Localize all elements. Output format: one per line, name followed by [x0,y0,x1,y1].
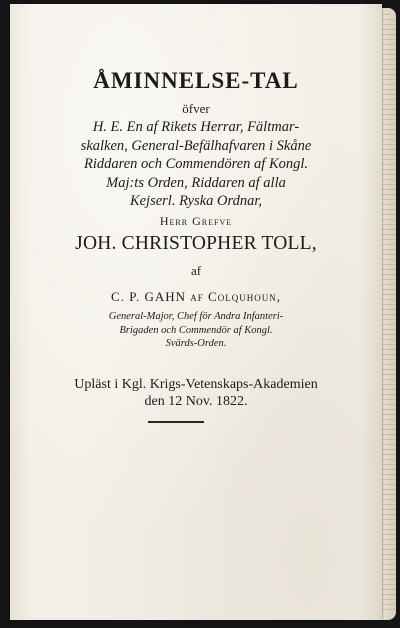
title-page [10,4,382,620]
reading-line: den 12 Nov. 1822. [144,394,248,409]
honoree-description [10,118,382,211]
description-line: skalken, General-Befälhafvaren i Skåne [80,137,312,154]
subtitle-word: öfver [182,101,210,116]
author-name: C. P. GAHN [111,289,187,304]
description-line: Maj:ts Orden, Riddaren af alla [106,174,286,191]
decorative-rule [148,421,204,423]
author-line [10,289,382,305]
author-description-line: Brigaden och Commendör af Kongl. [119,324,273,336]
author-description [10,310,382,351]
by-word: af [190,263,202,278]
reading-line: Upläst i Kgl. Krigs-Vetenskaps-Akademien [74,377,318,392]
description-line: Riddaren och Commendören af Kongl. [83,156,309,172]
subject-name: JOH. CHRISTOPHER TOLL, [75,233,317,254]
reading-note [10,376,382,410]
description-line: H. E. En af Rikets Herrar, Fältmar- [92,119,300,135]
description-line: Kejserl. Ryska Ordnar, [129,193,263,209]
author-description-line: General-Major, Chef för Andra Infanteri- [108,311,284,322]
author-description-line: Svärds-Orden. [165,338,227,349]
honorific: Herr Grefve [159,214,233,228]
author-suffix: af Colquhoun, [190,289,281,304]
main-title: ÅMINNELSE-TAL [93,68,299,93]
